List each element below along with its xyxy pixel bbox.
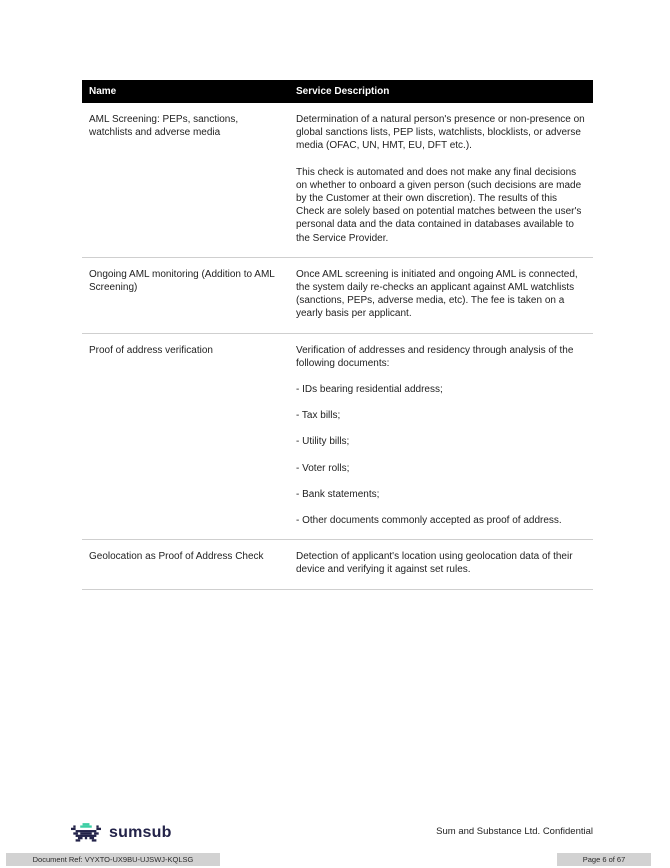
description-paragraph: - IDs bearing residential address; (296, 384, 443, 396)
table-row (82, 540, 593, 589)
description-paragraph: Detection of applicant's location using geolocation data of their device and verifying it against set rules. (296, 551, 573, 576)
table-body (82, 103, 593, 590)
table-header-row (82, 80, 593, 103)
description-paragraph: - Utility bills; (296, 436, 350, 448)
description-paragraph: Determination of a natural person's presence or non-presence on global sanctions lists, PEP lists, watchlists, blocklists, or adverse media (OFAC, UN, HMT, EU, DFT etc.). (296, 114, 585, 152)
service-name-cell: AML Screening: PEPs, sanctions, watchlists and adverse media (89, 114, 239, 139)
sumsub-wordmark: sumsub (109, 824, 172, 841)
description-paragraph: - Voter rolls; (296, 462, 350, 474)
column-header-service-description: Service Description (296, 85, 390, 97)
description-paragraph: - Bank statements; (296, 488, 380, 500)
sumsub-mascot-icon (71, 823, 101, 844)
service-name-cell: Geolocation as Proof of Address Check (89, 551, 264, 563)
service-description-cell (296, 103, 593, 257)
table-row (82, 103, 593, 258)
sumsub-logo (71, 819, 172, 847)
services-table (82, 80, 593, 590)
document-ref-label: Document Ref: VYXTO-UX9BU-UJSWJ-KQLSG (6, 853, 220, 866)
page-number-label: Page 6 of 67 (557, 853, 651, 866)
confidential-note: Sum and Substance Ltd. Confidential (436, 826, 593, 837)
service-name-cell: Proof of address verification (89, 344, 213, 356)
service-description-cell (296, 258, 593, 333)
description-paragraph: Once AML screening is initiated and ongoing AML is connected, the system daily re-checks an applicant against AML watchlists (sanctions, PEPs, adverse media, etc). The fee is taken on a yearly basis per applicant. (296, 268, 578, 320)
service-description-cell (296, 540, 593, 588)
table-row (82, 334, 593, 541)
service-name-cell: Ongoing AML monitoring (Addition to AML Screening) (89, 268, 275, 294)
description-paragraph: - Other documents commonly accepted as proof of address. (296, 515, 562, 527)
description-paragraph: - Tax bills; (296, 410, 341, 422)
column-header-name: Name (89, 85, 117, 97)
table-row (82, 258, 593, 334)
description-paragraph: This check is automated and does not make any final decisions on whether to onboard a given person (such decisions are made by the Customer at their own discretion). The results of this Check are solely based on potential matches between the user's personal data and the data contained in databases available to the Service Provider. (296, 166, 582, 244)
description-paragraph: Verification of addresses and residency through analysis of the following documents: (296, 344, 574, 369)
service-description-cell (296, 334, 593, 540)
